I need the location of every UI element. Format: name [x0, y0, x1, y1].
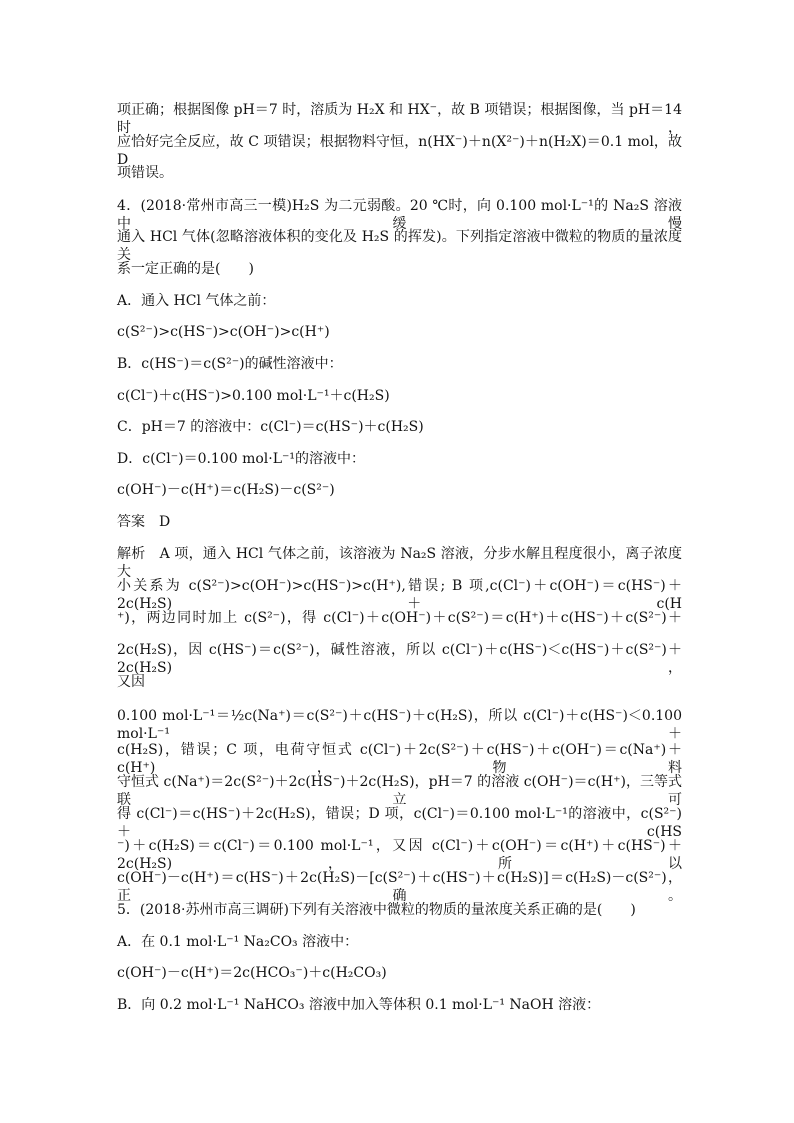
question-4-stem: 4．(2018·常州市高三一模)H₂S 为二元弱酸。20 ℃时，向 0.100 mol·L⁻¹的 Na₂S 溶液中缓慢	[117, 198, 682, 232]
option-a: A．通入 HCl 气体之前：	[117, 293, 276, 309]
analysis-line: ⁻)＋c(H₂S)＝c(Cl⁻)＝0.100 mol·L⁻¹，又因 c(Cl⁻)＋c(OH⁻)＝c(H⁺)＋c(HS⁻)＋2c(H₂S)，所以	[117, 838, 682, 872]
option-c: C．pH＝7 的溶液中：c(Cl⁻)＝c(HS⁻)＋c(H₂S)	[117, 419, 424, 435]
q5-option-b: B．向 0.2 mol·L⁻¹ NaHCO₃ 溶液中加入等体积 0.1 mol·L⁻¹ NaOH 溶液：	[117, 997, 601, 1013]
option-d-formula: c(OH⁻)－c(H⁺)＝c(H₂S)－c(S²⁻)	[117, 482, 335, 498]
analysis-line: 0.100 mol·L⁻¹＝½c(Na⁺)＝c(S²⁻)＋c(HS⁻)＋c(H₂S)，所以 c(Cl⁻)＋c(HS⁻)＜0.100 mol·L⁻¹＋	[117, 708, 682, 742]
analysis-line: 得 c(Cl⁻)＝c(HS⁻)＋2c(H₂S)，错误；D 项，c(Cl⁻)＝0.100 mol·L⁻¹的溶液中，c(S²⁻)＋c(HS	[117, 806, 682, 840]
analysis-line: ⁺)，两边同时加上 c(S²⁻)，得 c(Cl⁻)＋c(OH⁻)＋c(S²⁻)＝c(H⁺)＋c(HS⁻)＋c(S²⁻)＋	[117, 610, 682, 626]
text-line: 项错误。	[117, 165, 173, 181]
analysis-line: c(OH⁻)－c(H⁺)＝c(HS⁻)＋2c(H₂S)－[c(S²⁻)＋c(HS⁻)＋c(H₂S)]＝c(H₂S)－c(S²⁻)，正确。	[117, 870, 682, 904]
analysis-line: 守恒式 c(Na⁺)＝2c(S²⁻)＋2c(HS⁻)＋2c(H₂S)，pH＝7 的溶液 c(OH⁻)＝c(H⁺)，三等式联立可	[117, 774, 682, 808]
text-line: 项正确；根据图像 pH＝7 时，溶质为 H₂X 和 HX⁻，故 B 项错误；根据图像，当 pH＝14 时，	[117, 102, 682, 136]
q5-option-a-formula: c(OH⁻)－c(H⁺)＝2c(HCO₃⁻)＋c(H₂CO₃)	[117, 965, 387, 981]
analysis-line: 又因	[117, 674, 145, 690]
analysis-line: c(H₂S)，错误；C 项，电荷守恒式 c(Cl⁻)＋2c(S²⁻)＋c(HS⁻)＋c(OH⁻)＝c(Na⁺)＋c(H⁺)，物料	[117, 742, 682, 776]
option-d: D．c(Cl⁻)＝0.100 mol·L⁻¹的溶液中：	[117, 451, 366, 467]
q5-option-a: A．在 0.1 mol·L⁻¹ Na₂CO₃ 溶液中：	[117, 934, 359, 950]
option-b-formula: c(Cl⁻)＋c(HS⁻)>0.100 mol·L⁻¹＋c(H₂S)	[117, 388, 390, 404]
analysis-line: 2c(H₂S)，因 c(HS⁻)＝c(S²⁻)，碱性溶液，所以 c(Cl⁻)＋c(HS⁻)＜c(HS⁻)＋c(S²⁻)＋2c(H₂S)，	[117, 642, 682, 676]
question-4-stem: 通入 HCl 气体(忽略溶液体积的变化及 H₂S 的挥发)。下列指定溶液中微粒的物质的量浓度关	[117, 229, 682, 263]
text-line: 应恰好完全反应，故 C 项错误；根据物料守恒，n(HX⁻)＋n(X²⁻)＋n(H₂X)＝0.1 mol，故 D	[117, 134, 682, 168]
question-5-stem: 5．(2018·苏州市高三调研)下列有关溶液中微粒的物质的量浓度关系正确的是( )	[117, 902, 636, 918]
analysis-line: 小关系为 c(S²⁻)>c(OH⁻)>c(HS⁻)>c(H⁺),错误; B 项,c(Cl⁻)＋c(OH⁻)＝c(HS⁻)＋2c(H₂S)＋c(H	[117, 578, 682, 612]
option-b: B．c(HS⁻)＝c(S²⁻)的碱性溶液中：	[117, 356, 343, 372]
option-a-formula: c(S²⁻)>c(HS⁻)>c(OH⁻)>c(H⁺)	[117, 324, 330, 340]
answer-line: 答案 D	[117, 514, 171, 530]
analysis-line: 解析 A 项，通入 HCl 气体之前，该溶液为 Na₂S 溶液，分步水解且程度很小，离子浓度大	[117, 546, 682, 580]
question-4-stem: 系一定正确的是( )	[117, 261, 254, 277]
